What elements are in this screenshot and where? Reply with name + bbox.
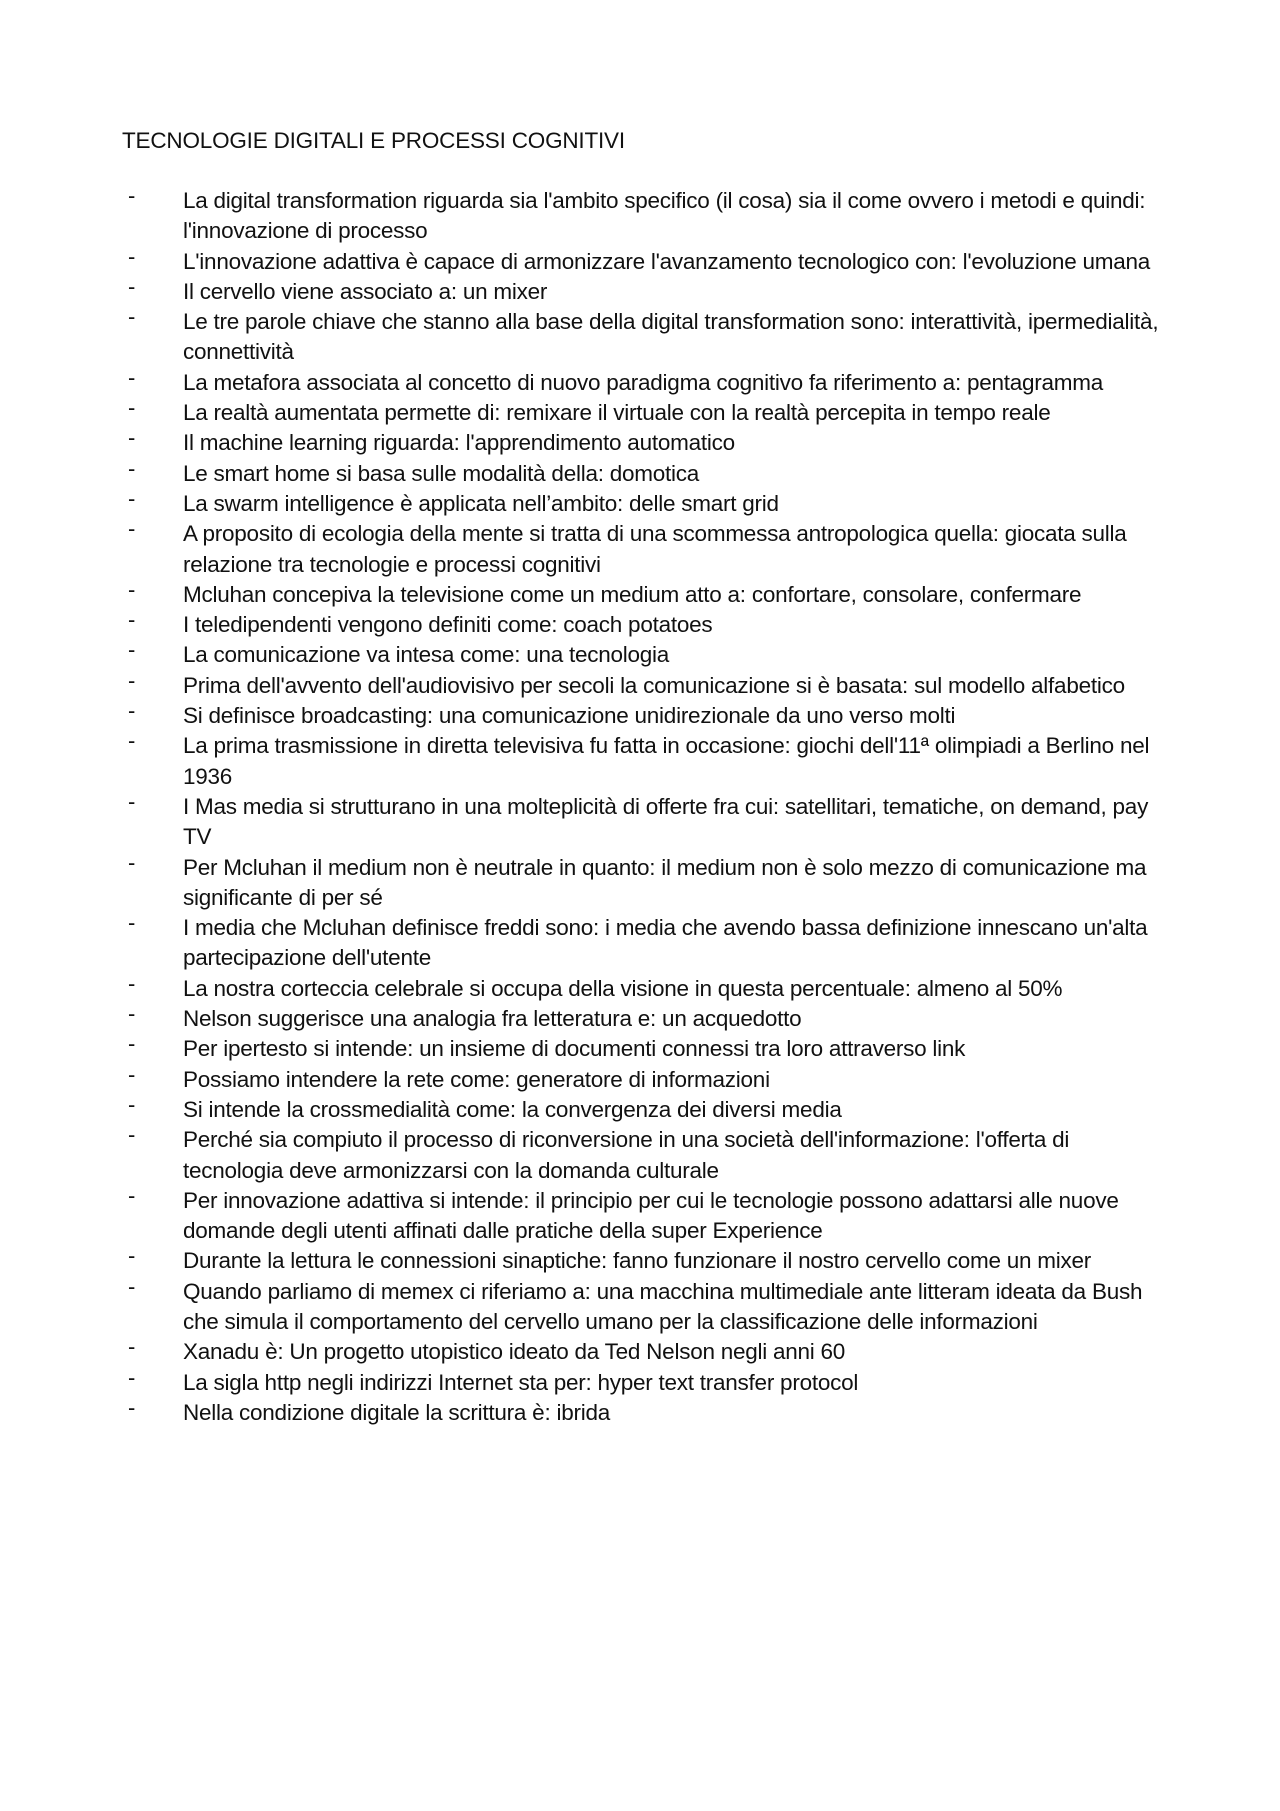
list-item-text: La digital transformation riguarda sia l'ambito specifico (il cosa) sia il come ovvero i metodi e quindi: l'innovazione di processo (183, 188, 1146, 244)
list-item (0, 425, 1280, 458)
list-item (0, 1031, 1280, 1064)
bullet-dash: - (128, 728, 136, 754)
list-item (0, 243, 1280, 277)
list-item (0, 1334, 1280, 1367)
bullet-dash: - (128, 183, 136, 208)
list-item (0, 1122, 1280, 1186)
list-item (0, 1182, 1280, 1247)
bullet-dash: - (128, 395, 136, 421)
list-item-text: Si definisce broadcasting: una comunicazione unidirezionale da uno verso molti (183, 703, 956, 729)
list-item (0, 364, 1280, 398)
list-item-text: Quando parliamo di memex ci riferiamo a: una macchina multimediale ante litteram ideata da Bush che simula il comportamento del cervello umano per la classificazione delle informazioni (183, 1278, 1143, 1334)
list-item-text: I media che Mcluhan definisce freddi sono: i media che avendo bassa definizione innescano un'alta partecipazione dell'utente (183, 915, 1148, 971)
list-item (0, 516, 1280, 580)
list-item (0, 1243, 1280, 1276)
list-item-text: Nelson suggerisce una analogia fra letteratura e: un acquedotto (183, 1006, 802, 1032)
bullet-dash: - (128, 607, 136, 633)
list-item (0, 576, 1280, 610)
list-item (0, 637, 1280, 670)
bullet-dash: - (128, 576, 136, 602)
list-item (0, 485, 1280, 519)
bullet-dash: - (128, 516, 136, 542)
bullet-dash: - (128, 1031, 136, 1057)
list-item-text: Per innovazione adattiva si intende: il principio per cui le tecnologie possono adattarsi alle nuove domande degli utenti affinati dalle pratiche della super Experience (183, 1187, 1119, 1244)
list-item-text: La sigla http negli indirizzi Internet sta per: hyper text transfer protocol (183, 1369, 859, 1395)
list-item-text: La metafora associata al concetto di nuovo paradigma cognitivo fa riferimento a: pentagramma (183, 369, 1104, 395)
list-item-text: Mcluhan concepiva la televisione come un medium atto a: confortare, consolare, confermare (183, 581, 1082, 607)
list-item (0, 728, 1280, 792)
bullet-dash: - (128, 364, 136, 390)
list-item-text: La nostra corteccia celebrale si occupa della visione in questa percentuale: almeno al 50% (183, 975, 1063, 1001)
list-item (0, 183, 1280, 247)
list-item (0, 1061, 1280, 1095)
bullet-dash: - (128, 304, 136, 330)
bullet-dash: - (128, 849, 136, 875)
list-item-text: Perché sia compiuto il processo di riconversione in una società dell'informazione: l'offerta di tecnologia deve armonizzarsi con la domanda culturale (183, 1127, 1070, 1183)
bullet-dash: - (128, 1364, 136, 1390)
bullet-dash: - (128, 243, 136, 269)
list-item-text: Xanadu è: Un progetto utopistico ideato da Ted Nelson negli anni 60 (183, 1339, 846, 1365)
list-item (0, 1091, 1280, 1125)
bullet-dash: - (128, 788, 136, 814)
list-item (0, 1001, 1280, 1034)
list-item-text: I teledipendenti vengono definiti come: coach potatoes (183, 612, 713, 638)
bullet-dash: - (128, 698, 136, 724)
document-title: TECNOLOGIE DIGITALI E PROCESSI COGNITIVI (122, 128, 625, 153)
list-item-text: La swarm intelligence è applicata nell’ambito: delle smart grid (183, 490, 779, 516)
bullet-dash: - (128, 637, 136, 663)
list-item-text: Per Mcluhan il medium non è neutrale in quanto: il medium non è solo mezzo di comunicazione ma significante di per sé (183, 854, 1147, 910)
list-item-text: I Mas media si strutturano in una molteplicità di offerte fra cui: satellitari, tematiche, on demand, pay TV (183, 793, 1149, 850)
list-item (0, 788, 1280, 853)
list-item-text: L'innovazione adattiva è capace di armonizzare l'avanzamento tecnologico con: l'evoluzione umana (183, 248, 1150, 274)
list-item-text: Si intende la crossmedialità come: la convergenza dei diversi media (183, 1096, 842, 1122)
list-item-text: Il machine learning riguarda: l'apprendimento automatico (183, 430, 735, 456)
bullet-dash: - (128, 1061, 136, 1087)
list-item (0, 273, 1280, 307)
bullet-dash: - (128, 1243, 136, 1269)
list-item (0, 667, 1280, 701)
list-item-text: Il cervello viene associato a: un mixer (183, 278, 548, 304)
list-item (0, 1394, 1280, 1428)
bullet-dash: - (128, 1394, 136, 1420)
list-item-text: La comunicazione va intesa come: una tecnologia (183, 642, 670, 668)
list-item (0, 1273, 1280, 1338)
bullet-dash: - (128, 455, 136, 481)
list-item (0, 698, 1280, 731)
bullet-dash: - (128, 910, 136, 936)
list-item-text: Nella condizione digitale la scrittura è: ibrida (183, 1399, 610, 1425)
bullet-dash: - (128, 1122, 136, 1148)
list-item-text: Le tre parole chiave che stanno alla base della digital transformation sono: interattività, ipermedialità, connettività (183, 309, 1159, 365)
list-item-text: Per ipertesto si intende: un insieme di documenti connessi tra loro attraverso link (183, 1036, 966, 1062)
bullet-dash: - (128, 1001, 136, 1027)
list-item (0, 910, 1280, 974)
list-item-text: Le smart home si basa sulle modalità della: domotica (183, 460, 700, 486)
bullet-dash: - (128, 273, 136, 299)
list-item-text: La realtà aumentata permette di: remixare il virtuale con la realtà percepita in tempo reale (183, 400, 1051, 426)
bullet-dash: - (128, 485, 136, 511)
list-item (0, 395, 1280, 428)
list-item (0, 607, 1280, 640)
list-item-text: Durante la lettura le connessioni sinaptiche: fanno funzionare il nostro cervello come un mixer (183, 1248, 1092, 1274)
bullet-dash: - (128, 1091, 136, 1117)
list-item (0, 849, 1280, 914)
bullet-dash: - (128, 1273, 136, 1299)
bullet-dash: - (128, 1334, 136, 1360)
bullet-dash: - (128, 425, 136, 451)
bullet-dash: - (128, 667, 136, 693)
bullet-dash: - (128, 970, 136, 996)
list-item (0, 304, 1280, 368)
list-item-text: Possiamo intendere la rete come: generatore di informazioni (183, 1066, 770, 1092)
list-item-text: Prima dell'avvento dell'audiovisivo per secoli la comunicazione si è basata: sul modello alfabetico (183, 672, 1125, 698)
bullet-dash: - (128, 1182, 136, 1208)
list-item-text: La prima trasmissione in diretta televisiva fu fatta in occasione: giochi dell'11ª olimpiadi a Berlino nel 1936 (183, 733, 1150, 789)
list-item (0, 1364, 1280, 1398)
list-item (0, 455, 1280, 489)
bullet-list (0, 183, 1280, 1428)
list-item-text: A proposito di ecologia della mente si tratta di una scommessa antropologica quella: giocata sulla relazione tra tecnologie e processi cognitivi (183, 521, 1127, 577)
list-item (0, 970, 1280, 1004)
